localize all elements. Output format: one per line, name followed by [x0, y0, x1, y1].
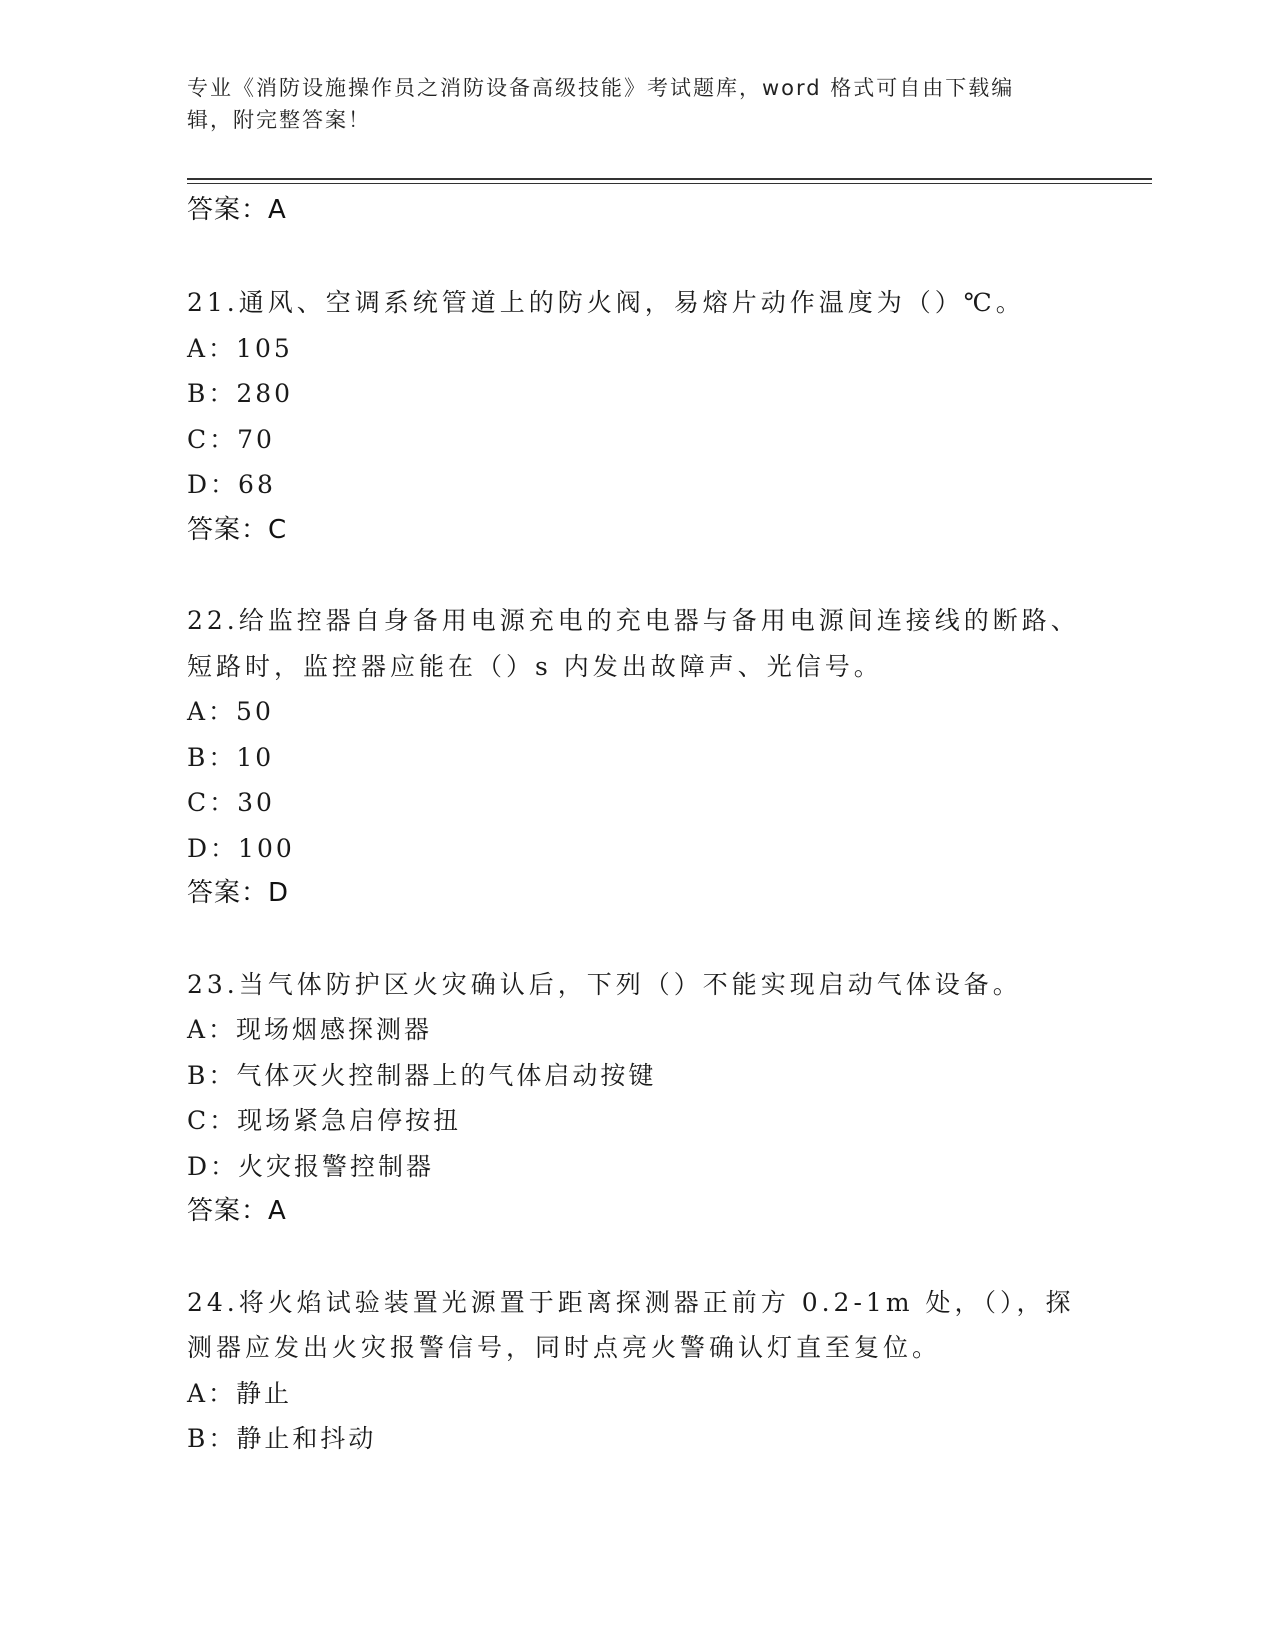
answer-text: 答案：A [187, 195, 287, 225]
question-list [187, 190, 1087, 1507]
question-text-continued: 短路时，监控器应能在（）s 内发出故障声、光信号。 [187, 651, 883, 681]
question-text: 24.将火焰试验装置光源置于距离探测器正前方 0.2-1m 处，（），探 [187, 1287, 1075, 1317]
question-22 [187, 598, 1087, 917]
question-text: 22.给监控器自身备用电源充电的充电器与备用电源间连接线的断路、 [187, 606, 1080, 635]
option-c: C：70 [187, 424, 275, 454]
option-b: B：气体灭火控制器上的气体启动按键 [187, 1060, 657, 1090]
option-d: D：68 [187, 470, 276, 499]
question-24 [187, 1280, 1087, 1462]
header-line-2: 辑，附完整答案！ [187, 108, 371, 132]
option-d: D：火灾报警控制器 [187, 1151, 435, 1181]
option-a: A：现场烟感探测器 [187, 1015, 433, 1044]
option-a: A：静止 [187, 1378, 293, 1408]
header-rule-thick [187, 178, 1152, 180]
option-c: C：30 [187, 788, 275, 817]
option-b: B：10 [187, 742, 275, 772]
question-21 [187, 280, 1087, 553]
option-d: D：100 [187, 833, 295, 863]
answer-text: 答案：A [187, 1196, 287, 1226]
question-23 [187, 962, 1087, 1235]
option-b: B：静止和抖动 [187, 1424, 377, 1453]
question-text: 23.当气体防护区火灾确认后，下列（）不能实现启动气体设备。 [187, 969, 1022, 999]
answer-text: 答案：D [187, 878, 290, 908]
header-line-1: 专业《消防设施操作员之消防设备高级技能》考试题库，word 格式可自由下载编 [187, 76, 1015, 100]
option-c: C：现场紧急启停按扭 [187, 1106, 462, 1135]
answer-text: 答案：C [187, 514, 288, 545]
document-header [187, 72, 1067, 136]
option-a: A：105 [187, 333, 293, 363]
question-text: 21.通风、空调系统管道上的防火阀，易熔片动作温度为（）℃。 [187, 288, 1025, 317]
question-text-continued: 测器应发出火灾报警信号，同时点亮火警确认灯直至复位。 [187, 1333, 942, 1362]
option-b: B：280 [187, 379, 294, 408]
header-rule-thin [187, 183, 1152, 184]
option-a: A：50 [187, 697, 274, 726]
